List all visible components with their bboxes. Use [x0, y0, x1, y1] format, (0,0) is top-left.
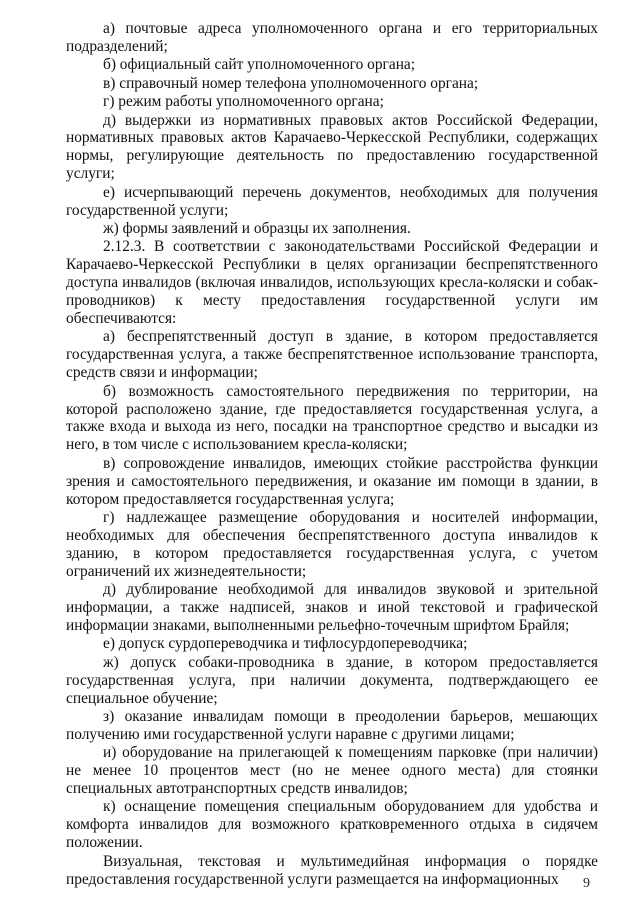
paragraph-legal-extracts: д) выдержки из нормативных правовых актов Российской Федерации, нормативных правовых актов Карачаево-Черкесской Республики, содержащих нормы, регулирующие деятельность по предоставлению государственной услуги;	[66, 111, 598, 183]
paragraph-work-hours: г) режим работы уполномоченного органа;	[103, 93, 384, 111]
paragraph-access-building: а) беспрепятственный доступ в здание, в котором предоставляется государственная услуга, а также беспрепятственное использование транспорта, средств связи и информации;	[66, 328, 598, 382]
paragraph-sign-interpreter: е) допуск сурдопереводчика и тифлосурдопереводчика;	[103, 635, 468, 653]
paragraph-section-2-12-3: 2.12.3. В соответствии с законодательствами Российской Федерации и Карачаево-Черкесской Республики в целях организации беспрепятственного доступа инвалидов (включая инвалидов, использующих кресла-коляски и собак-проводников) к месту предоставления государственной услуги им обеспечиваются:	[66, 238, 598, 327]
paragraph-document-list: е) исчерпывающий перечень документов, необходимых для получения государственной услуги;	[66, 183, 598, 219]
paragraph-guide-dog: ж) допуск собаки-проводника в здание, в котором предоставляется государственная услуга, при наличии документа, подтверждающего ее специальное обучение;	[66, 653, 598, 707]
paragraph-escort: в) сопровождение инвалидов, имеющих стойкие расстройства функции зрения и самостоятельного передвижения, и оказание им помощи в здании, в котором предоставляется государственная услуга;	[66, 454, 598, 508]
paragraph-official-site: б) официальный сайт уполномоченного органа;	[103, 56, 416, 74]
paragraph-barrier-help: з) оказание инвалидам помощи в преодолении барьеров, мешающих получению ими государственной услуги наравне с другими лицами;	[66, 707, 598, 743]
paragraph-equipment-placement: г) надлежащее размещение оборудования и носителей информации, необходимых для обеспечения беспрепятственного доступа инвалидов к зданию, в котором предоставляется государственная услуга, с учетом ограничений их жизнедеятельности;	[66, 508, 598, 580]
paragraph-visual-info: Визуальная, текстовая и мультимедийная информация о порядке предоставления государственной услуги размещается на информационных	[66, 852, 598, 888]
paragraph-parking: и) оборудование на прилегающей к помещениям парковке (при наличии) не менее 10 процентов мест (но не менее одного места) для стоянки специальных автотранспортных средств инвалидов;	[66, 744, 598, 798]
paragraph-postal-addresses: а) почтовые адреса уполномоченного органа и его территориальных подразделений;	[66, 20, 598, 55]
paragraph-movement: б) возможность самостоятельного передвижения по территории, на которой расположено здание, где предоставляется государственная услуга, а также входа и выхода из него, посадки на транспортное средство и высадки из него, в том числе с использованием кресла-коляски;	[66, 382, 598, 454]
paragraph-phone: в) справочный номер телефона уполномоченного органа;	[103, 74, 479, 92]
page-number: 9	[583, 876, 590, 891]
paragraph-braille: д) дублирование необходимой для инвалидов звуковой и зрительной информации, а также надписей, знаков и иной текстовой и графической информации знаками, выполненными рельефно-точечным шрифтом Брайля;	[66, 581, 598, 634]
paragraph-rest-equipment: к) оснащение помещения специальным оборудованием для удобства и комфорта инвалидов для возможного кратковременного отдыха в сидячем положении.	[66, 798, 598, 852]
paragraph-forms: ж) формы заявлений и образцы их заполнения.	[103, 219, 411, 237]
document-body	[66, 20, 598, 889]
